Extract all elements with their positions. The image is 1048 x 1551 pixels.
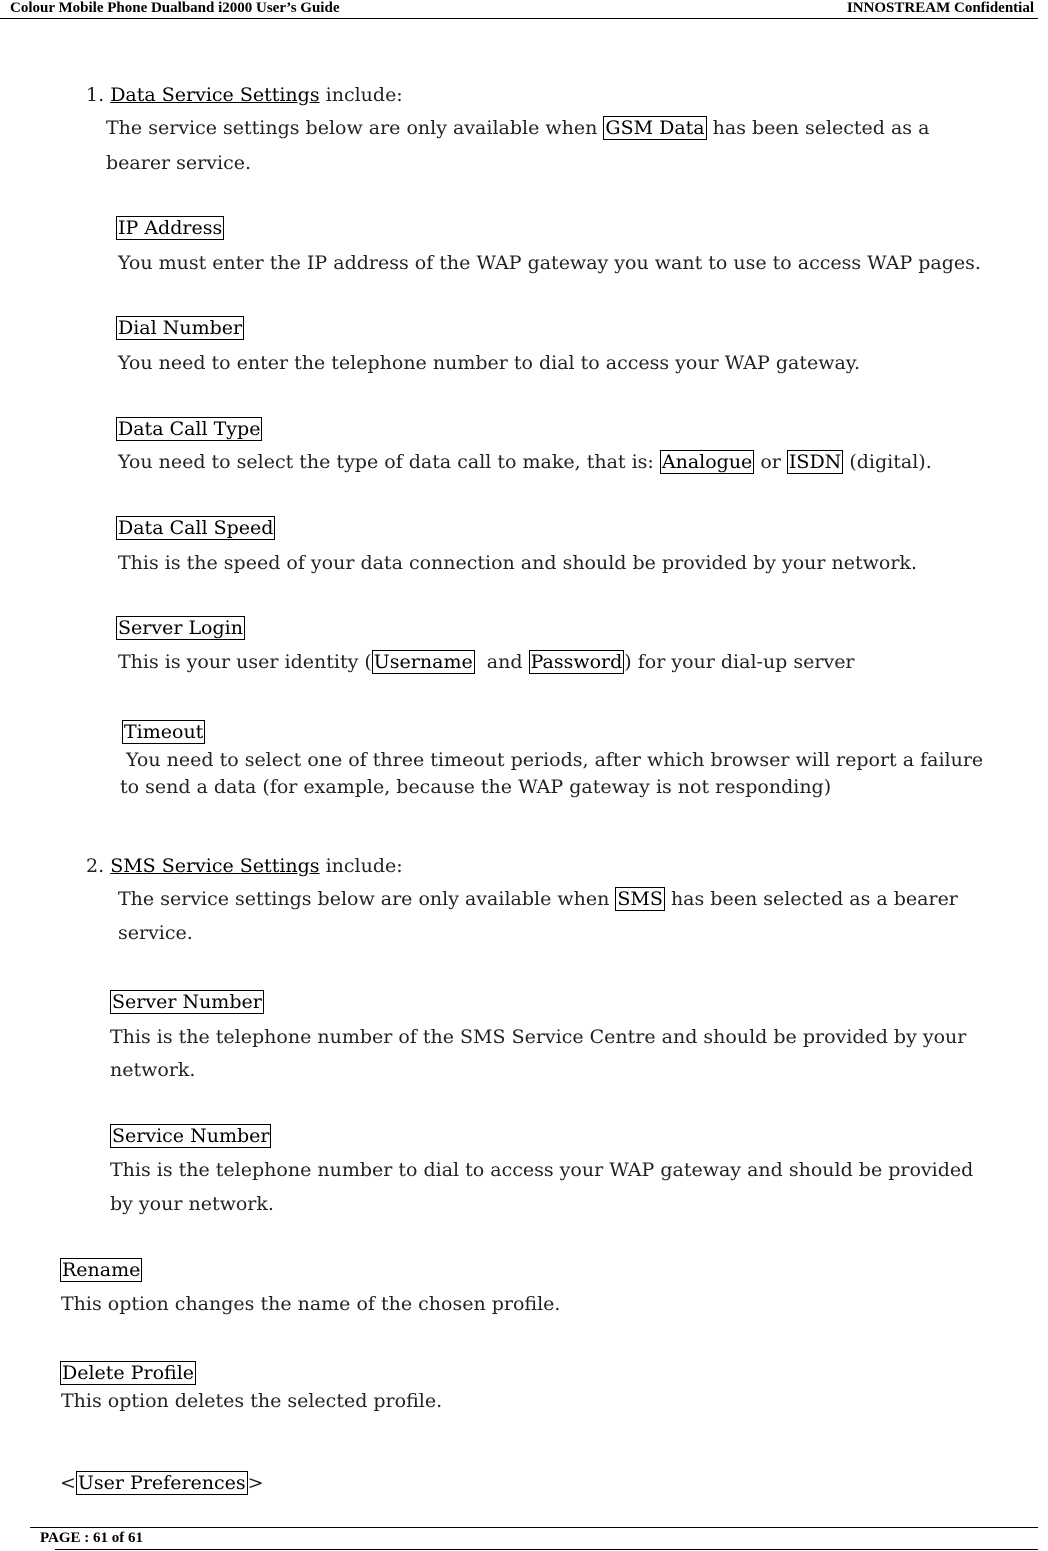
angle-open: <	[60, 1472, 76, 1494]
data-call-speed-label: Data Call Speed	[118, 517, 274, 539]
dial-number-desc: You need to enter the telephone number to dial to access your WAP gateway.	[118, 352, 861, 374]
section-1-intro-line2: bearer service.	[106, 152, 251, 174]
term-isdn: ISDN	[788, 451, 842, 473]
server-login-title	[116, 617, 245, 640]
section-1-number: 1.	[86, 84, 105, 106]
user-preferences-label: User Preferences	[77, 1472, 246, 1494]
section-2-intro-line2: service.	[118, 922, 193, 944]
desc-text: ) for your dial-up server	[624, 651, 855, 673]
desc-text: and	[474, 651, 529, 673]
footer-divider-bottom	[55, 1549, 1038, 1550]
server-login-label: Server Login	[118, 617, 243, 639]
section-2-intro-line1	[118, 888, 958, 911]
rename-desc: This option changes the name of the chosen profile.	[61, 1293, 561, 1315]
data-call-type-label: Data Call Type	[118, 418, 261, 440]
data-call-speed-title	[116, 517, 275, 540]
header-divider	[0, 18, 1038, 19]
section-2-suffix: include:	[319, 855, 403, 877]
delete-profile-title	[60, 1362, 196, 1385]
ip-address-label: IP Address	[118, 217, 223, 239]
server-number-desc-line2: network.	[110, 1059, 196, 1081]
header-confidential: INNOSTREAM Confidential	[846, 0, 1034, 16]
section-1-title: Data Service Settings	[110, 84, 320, 106]
user-preferences-heading	[60, 1472, 264, 1495]
ip-address-title	[116, 217, 224, 240]
data-call-type-title	[116, 418, 262, 441]
page-number: PAGE : 61 of 61	[40, 1530, 144, 1546]
intro-text: has been selected as a bearer	[664, 888, 958, 910]
footer-divider-top	[30, 1527, 1038, 1528]
delete-profile-label: Delete Profile	[62, 1362, 195, 1384]
section-1-heading	[86, 84, 403, 107]
section-2-number: 2.	[86, 855, 105, 877]
server-number-label: Server Number	[112, 991, 262, 1013]
delete-profile-desc: This option deletes the selected profile.	[61, 1390, 443, 1412]
section-1-suffix: include:	[319, 84, 403, 106]
section-2-heading	[86, 855, 403, 878]
service-number-label: Service Number	[112, 1125, 270, 1147]
rename-label: Rename	[62, 1259, 141, 1281]
rename-title	[60, 1259, 142, 1282]
timeout-title	[122, 721, 205, 744]
intro-text: The service settings below are only available when	[106, 117, 604, 139]
desc-text: You need to select the type of data call to make, that is:	[118, 451, 660, 473]
desc-text: This is your user identity (	[118, 651, 372, 673]
intro-text: The service settings below are only available when	[118, 888, 616, 910]
data-call-speed-desc: This is the speed of your data connection and should be provided by your network.	[118, 552, 917, 574]
service-number-desc-line1: This is the telephone number to dial to access your WAP gateway and should be provided	[110, 1159, 974, 1181]
desc-text: (digital).	[843, 451, 932, 473]
dial-number-label: Dial Number	[118, 317, 243, 339]
timeout-desc-line1: You need to select one of three timeout periods, after which browser will report a failure	[120, 749, 984, 771]
term-password: Password	[530, 651, 623, 673]
timeout-label: Timeout	[124, 721, 204, 743]
server-login-desc	[118, 651, 855, 674]
angle-close: >	[247, 1472, 264, 1494]
server-number-title	[110, 991, 264, 1014]
term-sms: SMS	[617, 888, 663, 910]
intro-text: has been selected as a	[706, 117, 930, 139]
section-1-intro-line1	[106, 117, 929, 140]
desc-text: or	[754, 451, 787, 473]
server-number-desc-line1: This is the telephone number of the SMS Service Centre and should be provided by your	[110, 1026, 967, 1048]
service-number-title	[110, 1125, 271, 1148]
data-call-type-desc	[118, 451, 932, 474]
term-gsm-data: GSM Data	[605, 117, 705, 139]
dial-number-title	[116, 317, 244, 340]
ip-address-desc: You must enter the IP address of the WAP gateway you want to use to access WAP pages.	[118, 252, 981, 274]
term-username: Username	[373, 651, 473, 673]
section-2-title: SMS Service Settings	[110, 855, 320, 877]
timeout-desc-line2: to send a data (for example, because the WAP gateway is not responding)	[120, 776, 832, 798]
term-analogue: Analogue	[661, 451, 753, 473]
service-number-desc-line2: by your network.	[110, 1193, 274, 1215]
header-doc-title: Colour Mobile Phone Dualband i2000 User’s Guide	[10, 0, 340, 16]
